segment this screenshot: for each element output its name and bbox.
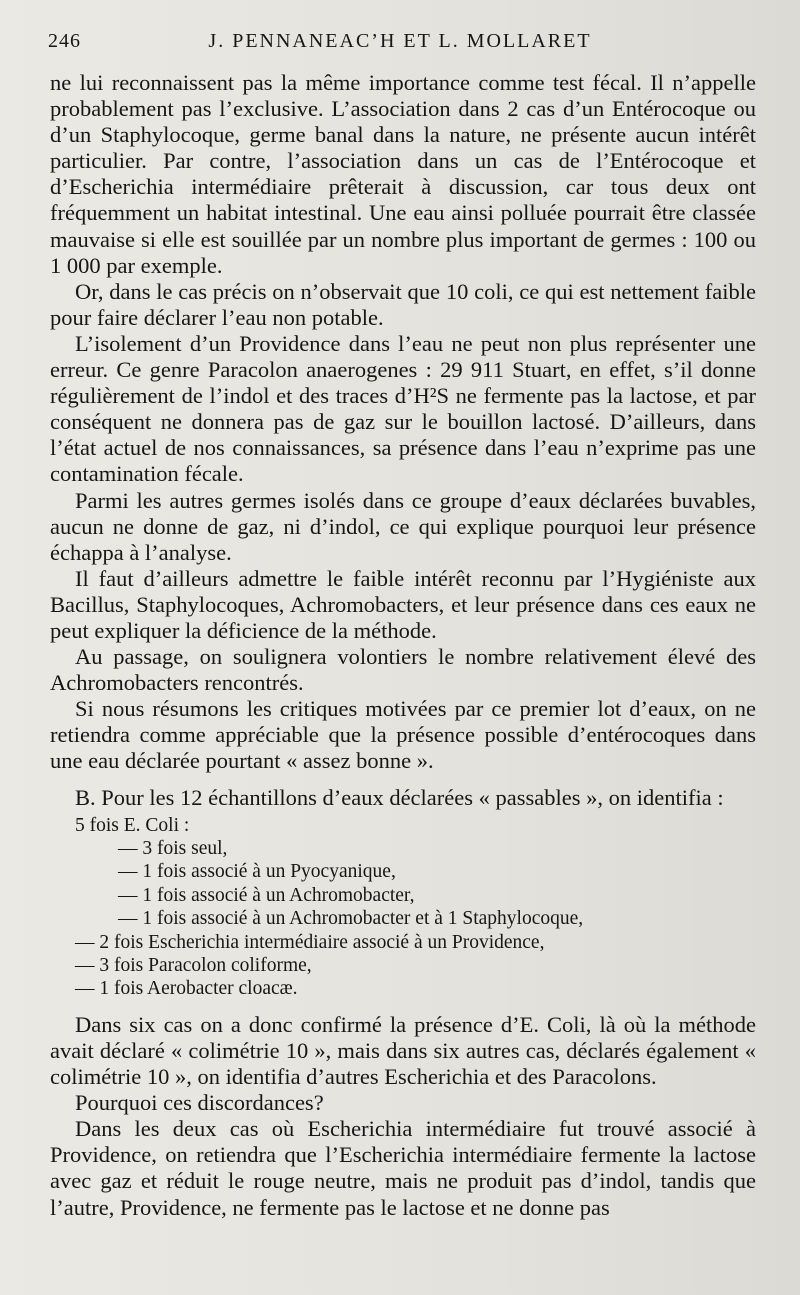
paragraph: Si nous résumons les critiques motivées par ce premier lot d’eaux, on ne retiendra comme appréciable que la présence possible d’entérocoques dans une eau déclarée pourtant « assez bonne ». xyxy=(50,696,756,774)
paragraph: Parmi les autres germes isolés dans ce groupe d’eaux déclarées buvables, aucun ne donne de gaz, ni d’indol, ce qui explique pourquoi leur présence échappa à l’analyse. xyxy=(50,487,756,565)
list-item: — 1 fois Aerobacter cloacæ. xyxy=(75,978,298,1000)
list-item: 5 fois E. Coli : xyxy=(75,814,190,836)
list-item: — 1 fois associé à un Achromobacter, xyxy=(118,884,415,906)
list-item: — 2 fois Escherichia intermédiaire associé à un Providence, xyxy=(75,931,545,953)
paragraph: Dans six cas on a donc confirmé la présence d’E. Coli, là où la méthode avait déclaré « colimétrie 10 », mais dans six autres cas, déclarés également « colimétrie 10 », on identifia d’autres Escherichia et des Paracolons. xyxy=(50,1011,756,1090)
running-title: J. PENNANEAC’H ET L. MOLLARET xyxy=(208,30,592,52)
paragraph: Pourquoi ces discordances? xyxy=(75,1090,324,1116)
page-header xyxy=(48,30,752,60)
paragraph: L’isolement d’un Providence dans l’eau ne peut non plus représenter une erreur. Ce genre Paracolon anaerogenes : 29 911 Stuart, en effet, s’il donne régulièrement de l’indol et des traces d’H²S ne fermente pas la lactose, et par conséquent ne donnera pas de gaz sur le bouillon lactosé. D’ailleurs, dans l’état actuel de nos connaissances, sa présence dans l’eau n’exprime pas une contamination fécale. xyxy=(50,330,756,487)
list-item: — 1 fois associé à un Pyocyanique, xyxy=(118,861,396,883)
identification-list xyxy=(50,814,756,1001)
paragraph: Il faut d’ailleurs admettre le faible intérêt reconnu par l’Hygiéniste aux Bacillus, Staphylocoques, Achromobacters, et leur présence dans ces eaux ne peut expliquer la déficience de la méthode. xyxy=(50,565,756,643)
paragraph: Dans les deux cas où Escherichia intermédiaire fut trouvé associé à Providence, on retiendra que l’Escherichia intermédiaire fermente la lactose avec gaz et réduit le rouge neutre, mais ne produit pas d’indol, tandis que l’autre, Providence, ne fermente pas le lactose et ne donne pas xyxy=(50,1116,756,1220)
paragraph: ne lui reconnaissent pas la même importance comme test fécal. Il n’appelle probablement pas l’exclusive. L’association dans 2 cas d’un Entérocoque ou d’un Staphylocoque, germe banal dans la nature, ne présente aucun intérêt particulier. Par contre, l’association dans un cas de l’Entérocoque et d’Escherichia intermédiaire prêterait à discussion, car tous deux ont fréquemment un habitat intestinal. Une eau ainsi polluée pourrait être classée mauvaise si elle est souillée par un nombre plus important de germes : 100 ou 1 000 par exemple. xyxy=(50,70,756,278)
section-b-intro: B. Pour les 12 échantillons d’eaux déclarées « passables », on identifia : xyxy=(75,784,724,810)
paragraph: Or, dans le cas précis on n’observait que 10 coli, ce qui est nettement faible pour faire déclarer l’eau non potable. xyxy=(50,278,756,330)
paragraph: Au passage, on soulignera volontiers le nombre relativement élevé des Achromobacters rencontrés. xyxy=(50,644,756,696)
page-number: 246 xyxy=(48,30,81,52)
list-item: — 1 fois associé à un Achromobacter et à 1 Staphylocoque, xyxy=(118,908,584,930)
page-body xyxy=(50,70,756,1221)
list-item: — 3 fois Paracolon coliforme, xyxy=(75,955,312,977)
list-item: — 3 fois seul, xyxy=(118,838,228,860)
